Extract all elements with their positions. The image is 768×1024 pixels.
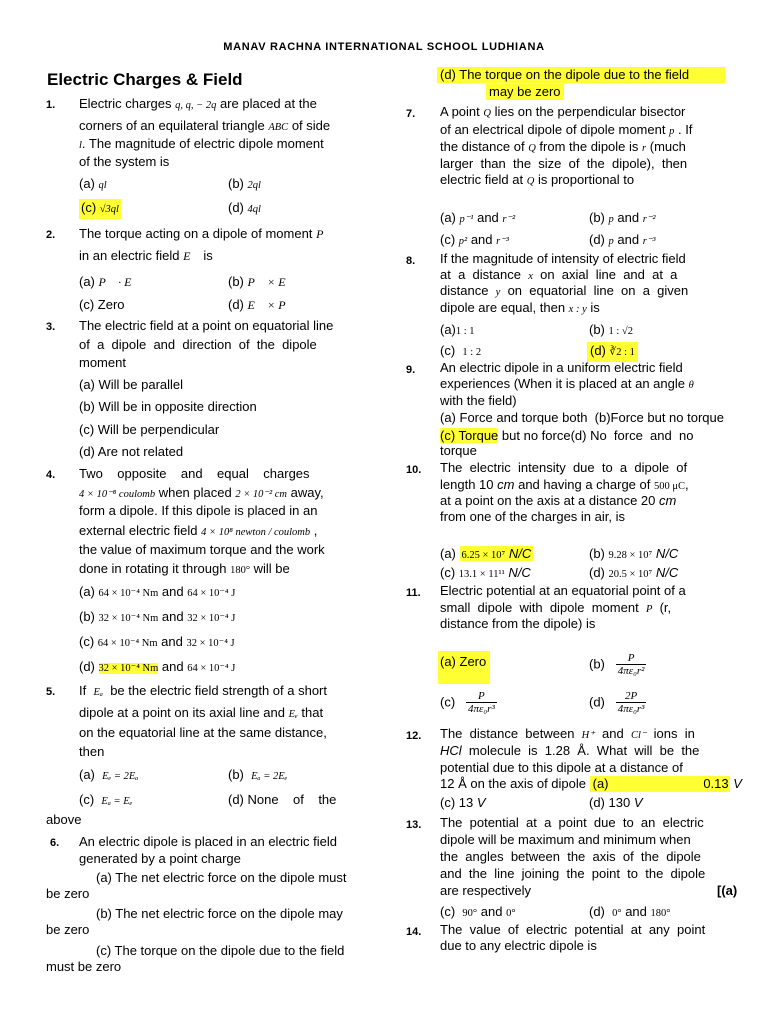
numerator: P <box>616 652 647 665</box>
text: , <box>313 523 318 538</box>
label: (c) <box>440 694 456 710</box>
question-text <box>440 172 634 190</box>
option-d: (d) Are not related <box>79 444 184 459</box>
text: and <box>470 232 493 247</box>
text: and <box>477 210 499 225</box>
option-b <box>228 176 261 194</box>
option-c: (c) Will be perpendicular <box>79 422 220 437</box>
math: 32 × 10⁻⁴ Nm <box>98 613 159 624</box>
text: on equatorial line on a given <box>507 283 689 298</box>
option-a <box>440 322 475 340</box>
math: Eₐ = 2Eₑ <box>251 771 288 782</box>
question-number: 2. <box>46 229 56 241</box>
math: p⁻¹ <box>459 214 474 225</box>
denominator: 4πε₀r³ <box>468 703 495 715</box>
math: 20.5 × 10⁷ <box>608 569 653 580</box>
math: ABC <box>268 122 289 133</box>
question-number: 5. <box>46 686 56 698</box>
question-text: Two opposite and equal charges <box>79 466 310 481</box>
text: and <box>161 659 184 674</box>
question-text <box>440 776 742 792</box>
question-text <box>79 136 324 154</box>
text: is proportional to <box>537 172 635 187</box>
text: small dipole with dipole moment <box>440 600 639 615</box>
unit: V <box>476 795 486 810</box>
question-text: dipole will be maximum and minimum when <box>440 832 691 847</box>
question-text: due to any electric dipole is <box>440 938 597 953</box>
math: P⃗ × E⃗ <box>247 275 295 289</box>
option-a <box>79 767 138 785</box>
option-d: (d) None of the <box>228 792 337 807</box>
text: and having a charge of <box>518 477 651 492</box>
question-text: larger than the size of the dipole), then <box>440 156 688 171</box>
math: Eₐ = Eₑ <box>101 796 133 807</box>
math: p <box>608 236 614 247</box>
options-a-b: (a) Force and torque both (b)Force but no torque <box>440 410 724 425</box>
math: Cl⁻ <box>630 730 647 741</box>
text: at a distance <box>440 267 521 282</box>
question-text <box>79 485 324 503</box>
label: (c) <box>440 343 456 358</box>
question-text: The electric intensity due to a dipole of <box>440 460 688 475</box>
question-text <box>440 493 676 509</box>
question-text <box>79 248 213 264</box>
unit: V <box>733 776 742 791</box>
math: r⁻³ <box>496 236 509 247</box>
text: length 10 <box>440 477 494 492</box>
denominator: 4πε₀r² <box>617 665 645 677</box>
option-a-answer <box>440 546 533 564</box>
math: 64 × 10⁻⁴ J <box>187 588 236 599</box>
option-c <box>440 232 509 250</box>
question-number: 4. <box>46 469 56 481</box>
option-d <box>228 200 261 218</box>
label: (d) <box>228 297 244 312</box>
math: E⃗ <box>183 249 200 263</box>
text: experiences (When it is placed at an angle <box>440 376 685 391</box>
label: (d) <box>589 232 605 247</box>
text: If <box>79 683 87 698</box>
question-text: If the magnitude of intensity of electric field <box>440 251 686 266</box>
option-a-answer-marker: [(a) <box>717 883 738 898</box>
math: 4 × 10⁸ newton / coulomb <box>201 527 311 538</box>
math: p <box>608 214 614 225</box>
math: r⁻² <box>642 214 656 225</box>
option-d <box>589 565 678 583</box>
text: will be <box>253 561 290 576</box>
text: HCl <box>440 743 462 758</box>
q6-option-d-answer-continued: may be zero <box>486 84 564 100</box>
label: (c) <box>79 792 95 807</box>
label: (d) 130 <box>589 795 631 810</box>
math: r <box>642 143 647 154</box>
question-text <box>440 139 686 157</box>
math: 32 × 10⁻⁴ J <box>186 638 235 649</box>
options-continued: torque <box>440 443 477 458</box>
question-text <box>79 226 333 242</box>
text: and <box>161 634 183 649</box>
text: when placed <box>158 485 232 500</box>
option-c-continued: must be zero <box>46 959 122 974</box>
unit: N/C <box>655 565 679 580</box>
option-a <box>79 584 235 602</box>
math: E⃗ × P⃗ <box>247 298 295 312</box>
label: (a) <box>79 274 95 289</box>
text: ions in <box>653 726 695 741</box>
question-text <box>79 118 330 136</box>
text: and <box>617 210 640 225</box>
question-number: 1. <box>46 99 56 111</box>
question-text <box>440 104 685 122</box>
value: 0.13 <box>703 776 729 791</box>
unit: cm <box>659 493 677 508</box>
question-number: 10. <box>406 464 422 476</box>
fraction <box>616 690 647 715</box>
option-c <box>440 904 516 922</box>
math: 32 × 10⁻⁴ J <box>187 613 236 624</box>
text: external electric field <box>79 523 198 538</box>
question-number: 11. <box>406 587 421 599</box>
math: 32 × 10⁻⁴ Nm <box>98 663 159 674</box>
label: (a) <box>440 210 456 225</box>
unit: N/C <box>655 546 679 561</box>
option-c-answer: (c) Torque <box>440 428 499 443</box>
math: 4ql <box>247 204 261 215</box>
numerator: 2P <box>616 690 647 703</box>
text: . If <box>677 122 693 137</box>
math: 1 : 1 <box>455 326 475 337</box>
question-number: 14. <box>406 926 422 938</box>
math: H⁺ <box>581 730 595 741</box>
text: on axial line and at a <box>540 267 678 282</box>
math: Q <box>483 108 491 119</box>
math: 90° <box>462 908 478 919</box>
unit: N/C <box>508 546 532 561</box>
option-d-answer <box>79 659 235 677</box>
option-b <box>589 322 633 340</box>
math: P <box>645 604 653 615</box>
question-text: on the equatorial line at the same distance, <box>79 725 327 740</box>
option-b <box>228 767 287 785</box>
math: 180° <box>650 908 671 919</box>
question-text: An electric dipole is placed in an electric field <box>79 834 337 849</box>
label: (a) <box>79 767 95 782</box>
text: and <box>617 232 640 247</box>
question-text <box>79 96 317 114</box>
question-text: and the line joining the point to the dipole <box>440 866 706 881</box>
math: x : y <box>568 304 587 315</box>
question-text: from one of the charges in air, is <box>440 509 625 524</box>
math: 2 × 10⁻² cm <box>235 489 287 500</box>
label: (c) <box>440 565 456 580</box>
label: (d) <box>589 904 605 919</box>
unit: N/C <box>508 565 531 580</box>
label: (c) <box>440 904 456 919</box>
math: 6.25 × 10⁷ <box>461 550 506 561</box>
math: ql <box>98 180 107 191</box>
question-text: with the field) <box>440 393 517 408</box>
text: is <box>590 300 600 315</box>
question-text: moment <box>79 355 126 370</box>
text: from the dipole is <box>539 139 639 154</box>
text: the distance of <box>440 139 525 154</box>
text: and <box>625 904 647 919</box>
math: p <box>669 126 675 137</box>
option-b-continued: be zero <box>46 922 90 937</box>
math: 9.28 × 10⁷ <box>608 550 653 561</box>
option-a-continued: be zero <box>46 886 90 901</box>
answer-highlight <box>460 546 534 561</box>
question-text <box>79 705 323 723</box>
question-text <box>440 726 695 744</box>
question-number: 13. <box>406 819 422 831</box>
math: Q <box>528 143 536 154</box>
option-d-answer <box>587 342 638 362</box>
option-c: (c) Zero <box>79 297 125 312</box>
question-number: 8. <box>406 255 416 267</box>
text: is <box>203 248 213 263</box>
math: x <box>528 271 533 282</box>
math: 13.1 × 11¹¹ <box>458 569 505 580</box>
unit: cm <box>497 477 515 492</box>
question-text: distance from the dipole) is <box>440 616 596 631</box>
question-text: the angles between the axis of the dipole <box>440 849 701 864</box>
option-c <box>440 795 486 811</box>
label: (d) <box>590 343 606 358</box>
question-text: of the system is <box>79 154 170 169</box>
option-d <box>228 297 295 313</box>
question-text: The value of electric potential at any point <box>440 922 706 937</box>
text: 12 Å on the axis of dipole <box>440 776 586 791</box>
text: lies on the perpendicular bisector <box>494 104 686 119</box>
label: (d) <box>79 659 95 674</box>
numerator: P <box>466 690 497 703</box>
label: (a) <box>440 322 456 337</box>
fraction <box>616 652 647 677</box>
label: (c) 13 <box>440 795 474 810</box>
option-c: (c) The torque on the dipole due to the field <box>96 943 345 958</box>
question-text <box>440 376 694 394</box>
school-header: MANAV RACHNA INTERNATIONAL SCHOOL LUDHIANA <box>223 41 545 53</box>
text: , <box>685 477 689 492</box>
option-a <box>79 274 141 290</box>
label: (a) <box>79 584 95 599</box>
text: (much <box>649 139 686 154</box>
math: q, q, − 2q <box>175 100 217 111</box>
math: r⁻² <box>502 214 516 225</box>
text: and <box>161 584 184 599</box>
question-text <box>79 561 290 579</box>
option-b <box>228 274 295 290</box>
question-text: potential due to this dipole at a distance of <box>440 760 683 775</box>
option-c-answer <box>79 199 121 219</box>
text: A point <box>440 104 480 119</box>
math: 64 × 10⁻⁴ Nm <box>98 588 159 599</box>
math: P⃗ <box>316 227 333 241</box>
text: electric field at <box>440 172 524 187</box>
option-a <box>440 210 515 228</box>
math: Eₑ = 2Eₐ <box>102 771 139 782</box>
text: away, <box>290 485 324 500</box>
label: (a) <box>592 776 609 791</box>
text: . The magnitude of electric dipole moment <box>81 136 324 151</box>
question-number: 7. <box>406 108 416 120</box>
math: 180° <box>230 565 251 576</box>
math: 1 : 2 <box>462 347 482 358</box>
option-d <box>589 795 643 811</box>
option-d-continued: above <box>46 812 82 827</box>
math: √3ql <box>99 204 119 215</box>
label: (c) <box>440 232 456 247</box>
text: The distance between <box>440 726 575 741</box>
question-text <box>79 683 327 701</box>
question-text: form a dipole. If this dipole is placed in an <box>79 503 318 518</box>
math: 64 × 10⁻⁴ J <box>187 663 236 674</box>
question-text: An electric dipole in a uniform electric field <box>440 360 683 375</box>
math: 64 × 10⁻⁴ Nm <box>97 638 158 649</box>
question-text <box>79 523 317 541</box>
option-c <box>440 565 531 583</box>
text: Electric charges <box>79 96 172 111</box>
text: of an electrical dipole of dipole moment <box>440 122 666 137</box>
label: (c) <box>79 634 95 649</box>
option-c <box>79 634 235 652</box>
text: corners of an equilateral triangle <box>79 118 265 133</box>
option-d <box>589 232 656 250</box>
option-b <box>589 546 678 564</box>
text: dipole are equal, then <box>440 300 566 315</box>
label: (b) <box>589 656 605 672</box>
option-b <box>589 652 646 677</box>
math: 0° <box>506 908 516 919</box>
math: 1 : √2 <box>608 326 633 337</box>
text: The torque acting on a dipole of moment <box>79 226 313 241</box>
option-b: (b) The net electric force on the dipole may <box>96 906 343 921</box>
label: (c) <box>81 200 97 215</box>
label: (b) <box>589 546 605 561</box>
question-number: 3. <box>46 321 56 333</box>
question-text: of a dipole and direction of the dipole <box>79 337 317 352</box>
question-text: Electric potential at an equatorial point of a <box>440 583 686 598</box>
text: at a point on the axis at a distance 20 <box>440 493 656 508</box>
label: (b) <box>589 210 605 225</box>
question-text: The electric field at a point on equatorial line <box>79 318 334 333</box>
text: that <box>301 705 324 720</box>
text: molecule is 1.28 Å. What will be the <box>468 743 700 758</box>
question-text: generated by a point charge <box>79 851 241 866</box>
denominator: 4πε₀r³ <box>617 703 645 715</box>
option-d <box>589 904 670 922</box>
label: (d) <box>589 565 605 580</box>
option-a: (a) Will be parallel <box>79 377 184 392</box>
option-a <box>79 176 107 194</box>
text: are placed at the <box>219 96 317 111</box>
math: ∛2 : 1 <box>609 347 635 358</box>
math: θ <box>688 380 694 391</box>
label: (b) <box>79 609 95 624</box>
question-text: then <box>79 744 105 759</box>
question-text <box>440 743 699 759</box>
option-d <box>589 690 646 715</box>
math: 0° <box>612 908 622 919</box>
label: (b) <box>228 767 244 782</box>
math: Eₐ <box>93 687 103 698</box>
text: and <box>480 904 503 919</box>
text: and <box>602 726 624 741</box>
question-number: 9. <box>406 364 416 376</box>
text: dipole at a point on its axial line and <box>79 705 285 720</box>
options-c-d <box>440 428 693 444</box>
math: r⁻³ <box>642 236 656 247</box>
math: 500 μC <box>654 481 686 492</box>
q6-option-d-answer: (d) The torque on the dipole due to the field <box>437 67 725 83</box>
math: Eₑ <box>288 709 298 720</box>
label: (d) <box>228 200 244 215</box>
math: y <box>495 287 501 298</box>
math: Q <box>526 176 535 187</box>
question-number: 6. <box>50 837 60 849</box>
math: P⃗ · E⃗ <box>98 275 141 289</box>
text: be the electric field strength of a short <box>110 683 327 698</box>
question-text: The potential at a point due to an electric <box>440 815 704 830</box>
math: p² <box>458 236 468 247</box>
page-title: Electric Charges & Field <box>47 70 243 89</box>
question-text <box>440 283 688 301</box>
text: of side <box>291 118 331 133</box>
label: (b) <box>228 274 244 289</box>
text: distance <box>440 283 489 298</box>
option-c <box>440 690 497 715</box>
option-b <box>79 609 235 627</box>
label: (b) <box>228 176 244 191</box>
text: in an electric field <box>79 248 180 263</box>
option-b: (b) Will be in opposite direction <box>79 399 257 414</box>
question-text: the value of maximum torque and the work <box>79 542 325 557</box>
label: (d) <box>589 694 605 710</box>
question-text <box>440 122 692 140</box>
option-c <box>440 343 481 361</box>
text: (r, <box>659 600 672 615</box>
label: (b) <box>589 322 605 337</box>
unit: V <box>633 795 643 810</box>
option-c <box>79 792 132 810</box>
fraction <box>466 690 497 715</box>
text: but no force(d) No force and no <box>501 428 694 443</box>
math: 2ql <box>247 180 261 191</box>
option-a-answer: (a) Zero <box>438 651 490 684</box>
option-b <box>589 210 656 228</box>
math: l <box>79 140 82 151</box>
question-text <box>440 300 600 318</box>
question-number: 12. <box>406 730 422 742</box>
label: (a) <box>440 546 456 561</box>
math: 4 × 10⁻⁸ coulomb <box>79 489 156 500</box>
question-text: are respectively <box>440 883 532 898</box>
label: (a) <box>79 176 95 191</box>
text: and <box>161 609 184 624</box>
text: done in rotating it through <box>79 561 227 576</box>
option-a-answer <box>590 776 730 792</box>
option-a: (a) The net electric force on the dipole must <box>96 870 347 885</box>
